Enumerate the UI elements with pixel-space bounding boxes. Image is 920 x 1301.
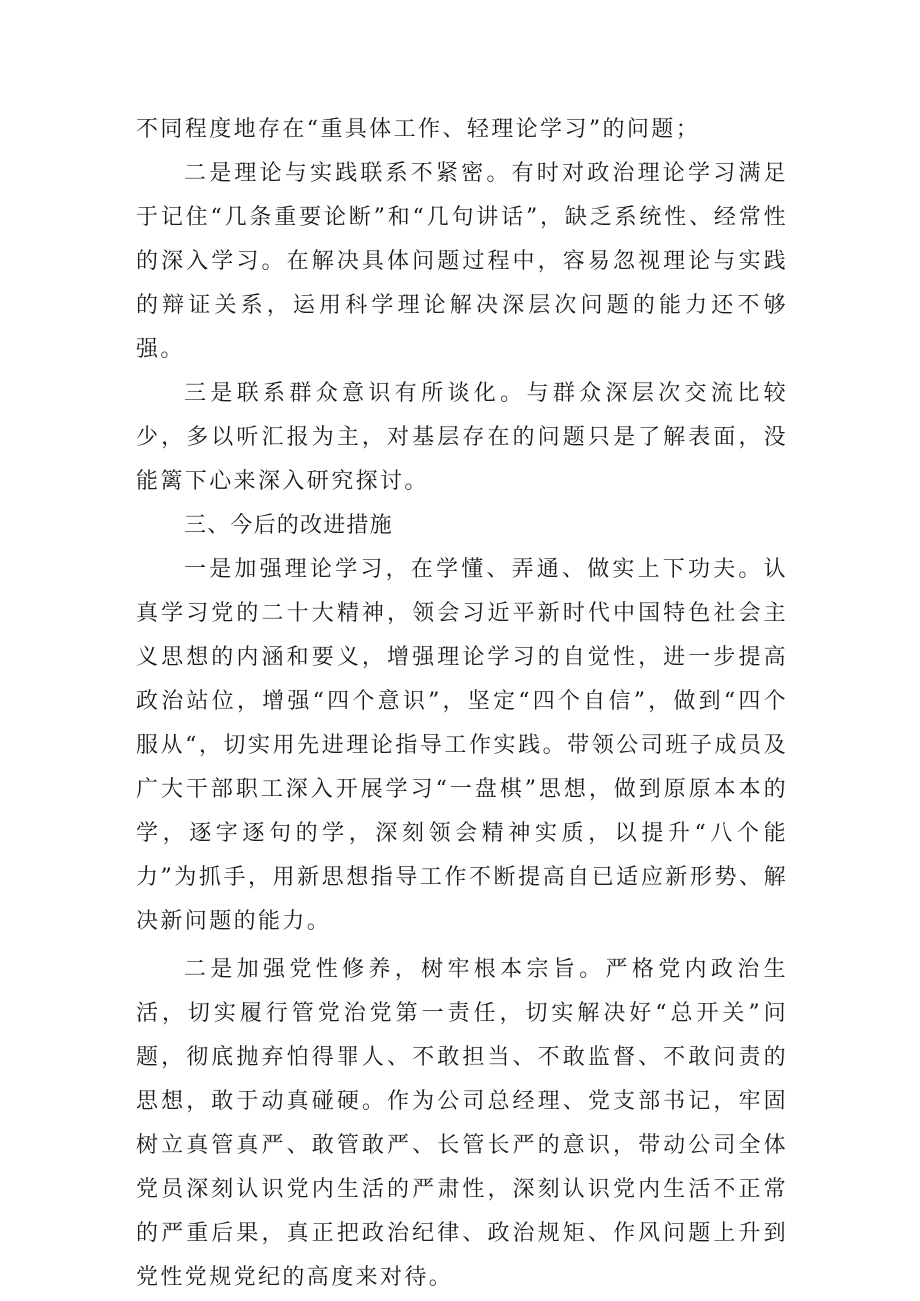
section-heading: 三、今后的改进措施 xyxy=(184,513,393,538)
paragraph-continuation: 不同程度地存在“重具体工作、轻理论学习”的问题； xyxy=(136,117,701,142)
document-body xyxy=(136,108,788,1300)
paragraph-party-cultivation: 二是加强党性修养，树牢根本宗旨。严格党内政治生活，切实履行管党治党第一责任，切实解决好“总开关”问题，彻底抛弃怕得罪人、不敢担当、不敢监督、不敢问责的思想，敢于动真碰硬。作为公司总经理、党支部书记，牢固树立真管真严、敢管敢严、长管长严的意识，带动公司全体党员深刻认识党内生活的严肃性，深刻认识党内生活不正常的严重后果，真正把政治纪律、政治规矩、作风问题上升到党性党规党纪的高度来对待。 xyxy=(136,957,788,1290)
paragraph-theory-practice: 二是理论与实践联系不紧密。有时对政治理论学习满足于记住“几条重要论断”和“几句讲话”，缺乏系统性、经常性的深入学习。在解决具体问题过程中，容易忽视理论与实践的辩证关系，运用科学理论解决深层次问题的能力还不够强。 xyxy=(136,161,788,362)
paragraph-mass-contact: 三是联系群众意识有所谈化。与群众深层次交流比较少，多以听汇报为主，对基层存在的问题只是了解表面，没能篱下心来深入研究探讨。 xyxy=(136,381,788,494)
paragraph-theory-study: 一是加强理论学习，在学懂、弄通、做实上下功夫。认真学习党的二十大精神，领会习近平新时代中国特色社会主义思想的内涵和要义，增强理论学习的自觉性，进一步提高政治站位，增强“四个意识”，坚定“四个自信”，做到“四个服从“，切实用先进理论指导工作实践。带领公司班子成员及广大干部职工深入开展学习“一盘棋”思想，做到原原本本的学，逐字逐句的学，深刻领会精神实质，以提升“八个能力”为抓手，用新思想指导工作不断提高自已适应新形势、解决新问题的能力。 xyxy=(136,557,788,934)
